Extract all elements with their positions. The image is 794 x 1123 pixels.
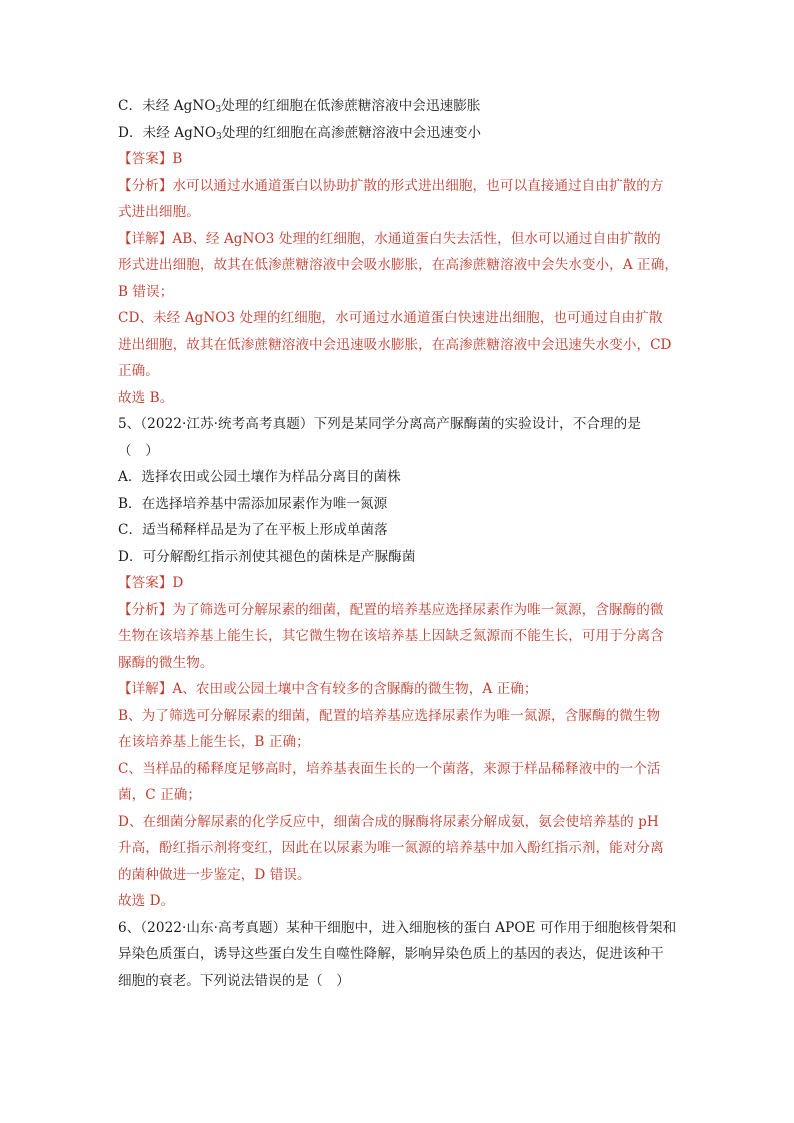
q5-option-d: D．可分解酚红指示剂使其褪色的菌株是产脲酶菌: [118, 548, 416, 565]
document-content: [118, 93, 678, 994]
q6-stem-line: 6、（2022·山东·高考真题）某种干细胞中，进入细胞核的蛋白 APOE 可作用于细胞核骨架和: [118, 919, 677, 936]
q5-stem-line: （ ）: [118, 442, 159, 459]
q4-conclusion: 故选 B。: [118, 389, 174, 406]
q5-option-a: A．选择农田或公园土壤作为样品分离目的菌株: [118, 469, 401, 485]
q5-conclusion: 故选 D。: [118, 893, 175, 909]
q4-detail-line: 正确。: [118, 363, 159, 379]
q4-detail-line: 进出细胞，故其在低渗蔗糖溶液中会迅速吸水膨胀，在高渗蔗糖溶液中会迅速失水变小，CD: [118, 336, 672, 353]
q4-detail-line: 【详解】AB、经 AgNO3 处理的红细胞，水通道蛋白失去活性，但水可以通过自由扩散的: [118, 230, 661, 247]
q5-detail-line: 在该培养基上能生长，B 正确；: [118, 734, 310, 750]
q4-detail-line: CD、未经 AgNO3 处理的红细胞，水可通过水通道蛋白快速进出细胞，也可通过自由扩散: [118, 310, 663, 326]
q5-detail-line: B、为了筛选可分解尿素的细菌，配置的培养基应选择尿素作为唯一氮源，含脲酶的微生物: [118, 707, 661, 724]
q4-detail-line: B 错误；: [118, 283, 174, 300]
q5-answer: 【答案】D: [118, 575, 184, 591]
q5-detail-line: D、在细菌分解尿素的化学反应中，细菌合成的脲酶将尿素分解成氨，氨会使培养基的 pH: [118, 813, 659, 830]
q5-stem-line: 5、（2022·江苏·统考高考真题）下列是某同学分离高产脲酶菌的实验设计，不合理的是: [118, 416, 641, 432]
q5-detail-line: 菌，C 正确；: [118, 787, 202, 803]
q6-stem-line: 细胞的衰老。下列说法错误的是（ ）: [118, 972, 350, 989]
q4-analysis-line: 【分析】水可以通过水通道蛋白以协助扩散的形式进出细胞，也可以直接通过自由扩散的方: [118, 177, 664, 194]
q4-analysis-line: 式进出细胞。: [118, 204, 200, 220]
q5-detail-line: 【详解】A、农田或公园土壤中含有较多的含脲酶的微生物，A 正确；: [118, 681, 538, 697]
q4-answer: 【答案】B: [118, 151, 183, 167]
q4-detail-line: 形式进出细胞，故其在低渗蔗糖溶液中会吸水膨胀，在高渗蔗糖溶液中会失水变小，A 正确，: [118, 257, 678, 273]
q4-option-d: D．未经 AgNO$_3$处理的红细胞在高渗蔗糖溶液中会迅速变小: [118, 124, 482, 142]
q4-option-c: C．未经 AgNO$_3$处理的红细胞在低渗蔗糖溶液中会迅速膨胀: [118, 98, 481, 115]
q6-stem-line: 异染色质蛋白，诱导这些蛋白发生自噬性降解，影响异染色质上的基因的表达，促进该种干: [118, 946, 664, 962]
q5-analysis-line: 脲酶的微生物。: [118, 654, 214, 671]
q5-option-c: C．适当稀释样品是为了在平板上形成单菌落: [118, 522, 388, 538]
q5-detail-line: C、当样品的稀释度足够高时，培养基表面生长的一个菌落，来源于样品稀释液中的一个活: [118, 760, 661, 777]
q5-detail-line: 的菌种做进一步鉴定，D 错误。: [118, 866, 311, 883]
q5-option-b: B．在选择培养基中需添加尿素作为唯一氮源: [118, 495, 388, 512]
q5-analysis-line: 生物在该培养基上能生长，其它微生物在该培养基上因缺乏氮源而不能生长，可用于分离含: [118, 628, 664, 644]
q5-analysis-line: 【分析】为了筛选可分解尿素的细菌，配置的培养基应选择尿素作为唯一氮源，含脲酶的微: [118, 601, 664, 618]
q5-detail-line: 升高，酚红指示剂将变红，因此在以尿素为唯一氮源的培养基中加入酚红指示剂，能对分离: [118, 840, 664, 856]
